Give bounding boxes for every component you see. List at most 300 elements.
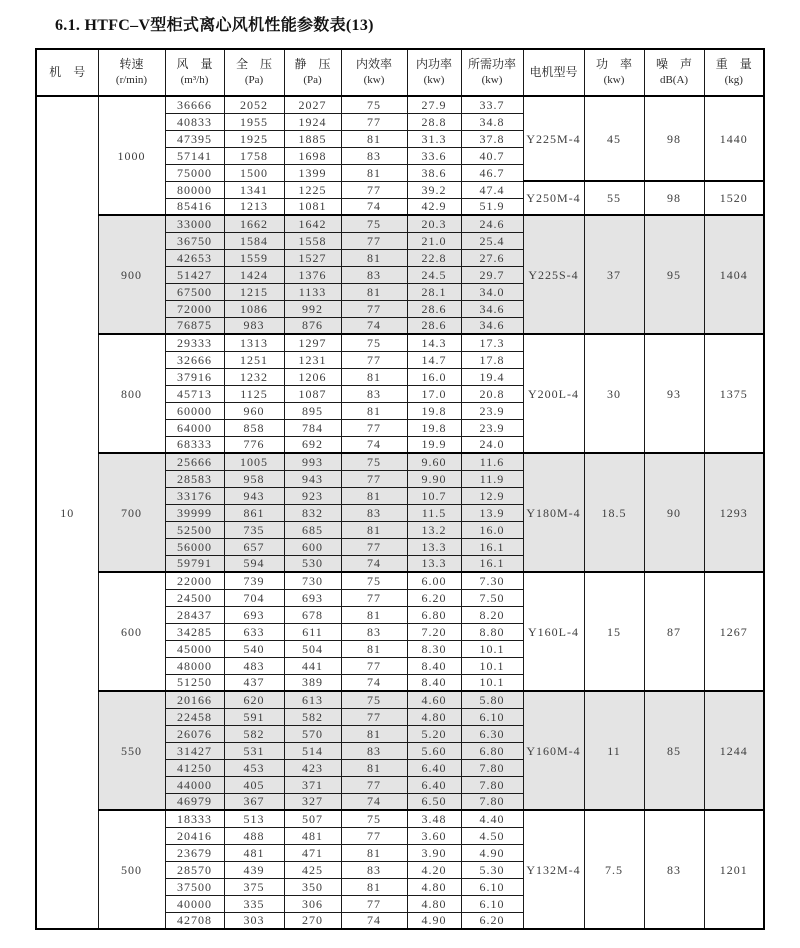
cell-airflow: 67500 [165, 283, 224, 300]
cell-static-pressure: 730 [284, 572, 341, 589]
cell-static-pressure: 1297 [284, 334, 341, 351]
col-header-label: 功 率 [595, 56, 632, 71]
cell-machine-no: 10 [36, 96, 98, 929]
cell-required-power: 11.9 [461, 470, 523, 487]
cell-static-pressure: 993 [284, 453, 341, 470]
cell-efficiency: 77 [341, 589, 407, 606]
col-header-label: 转速 [119, 56, 144, 71]
cell-total-pressure: 375 [224, 878, 284, 895]
col-header-motor-power [584, 49, 644, 96]
cell-efficiency: 77 [341, 895, 407, 912]
cell-required-power: 6.30 [461, 725, 523, 742]
cell-total-pressure: 943 [224, 487, 284, 504]
cell-airflow: 64000 [165, 419, 224, 436]
cell-efficiency: 75 [341, 572, 407, 589]
cell-airflow: 31427 [165, 742, 224, 759]
cell-efficiency: 83 [341, 504, 407, 521]
cell-efficiency: 77 [341, 232, 407, 249]
cell-motor-model: Y132M-4 [523, 810, 584, 929]
cell-internal-power: 39.2 [407, 181, 461, 198]
cell-required-power: 16.0 [461, 521, 523, 538]
cell-total-pressure: 1005 [224, 453, 284, 470]
cell-total-pressure: 739 [224, 572, 284, 589]
cell-total-pressure: 1500 [224, 164, 284, 181]
cell-airflow: 51250 [165, 674, 224, 691]
col-header-unit: (m³/h) [180, 74, 209, 87]
cell-static-pressure: 425 [284, 861, 341, 878]
cell-efficiency: 81 [341, 606, 407, 623]
col-header-unit: (kw) [603, 74, 625, 87]
cell-required-power: 6.10 [461, 878, 523, 895]
cell-required-power: 5.30 [461, 861, 523, 878]
col-header-label: 所需功率 [467, 56, 516, 71]
cell-efficiency: 77 [341, 538, 407, 555]
cell-motor-power: 55 [584, 181, 644, 215]
cell-internal-power: 4.80 [407, 708, 461, 725]
cell-airflow: 33000 [165, 215, 224, 232]
cell-airflow: 56000 [165, 538, 224, 555]
cell-weight: 1440 [704, 96, 764, 181]
col-header-internal-power [407, 49, 461, 96]
cell-efficiency: 74 [341, 436, 407, 453]
cell-total-pressure: 1758 [224, 147, 284, 164]
cell-total-pressure: 958 [224, 470, 284, 487]
col-header-unit: (r/min) [115, 74, 148, 87]
cell-total-pressure: 513 [224, 810, 284, 827]
cell-internal-power: 19.8 [407, 419, 461, 436]
cell-static-pressure: 1698 [284, 147, 341, 164]
cell-airflow: 26076 [165, 725, 224, 742]
cell-static-pressure: 350 [284, 878, 341, 895]
table-row [36, 572, 764, 589]
col-header-speed [98, 49, 165, 96]
cell-weight: 1404 [704, 215, 764, 334]
cell-required-power: 29.7 [461, 266, 523, 283]
cell-noise: 95 [644, 215, 704, 334]
cell-internal-power: 17.0 [407, 385, 461, 402]
cell-efficiency: 74 [341, 793, 407, 810]
col-header-label: 静 压 [294, 56, 331, 71]
cell-required-power: 19.4 [461, 368, 523, 385]
cell-internal-power: 6.40 [407, 776, 461, 793]
cell-airflow: 51427 [165, 266, 224, 283]
cell-required-power: 23.9 [461, 419, 523, 436]
cell-required-power: 7.80 [461, 776, 523, 793]
cell-airflow: 60000 [165, 402, 224, 419]
cell-efficiency: 77 [341, 181, 407, 198]
cell-static-pressure: 389 [284, 674, 341, 691]
cell-airflow: 23679 [165, 844, 224, 861]
cell-internal-power: 28.1 [407, 283, 461, 300]
table-row [36, 691, 764, 708]
cell-efficiency: 81 [341, 759, 407, 776]
cell-efficiency: 77 [341, 419, 407, 436]
col-header-unit: (kg) [724, 74, 743, 87]
cell-total-pressure: 1925 [224, 130, 284, 147]
cell-airflow: 46979 [165, 793, 224, 810]
cell-efficiency: 75 [341, 334, 407, 351]
cell-airflow: 24500 [165, 589, 224, 606]
cell-required-power: 4.50 [461, 827, 523, 844]
table-body [36, 96, 764, 929]
table-row [36, 810, 764, 827]
cell-total-pressure: 858 [224, 419, 284, 436]
cell-internal-power: 13.3 [407, 538, 461, 555]
cell-total-pressure: 1559 [224, 249, 284, 266]
col-header-unit: (kw) [481, 74, 503, 87]
cell-static-pressure: 895 [284, 402, 341, 419]
cell-efficiency: 77 [341, 113, 407, 130]
cell-static-pressure: 471 [284, 844, 341, 861]
cell-internal-power: 20.3 [407, 215, 461, 232]
cell-efficiency: 83 [341, 147, 407, 164]
cell-efficiency: 75 [341, 810, 407, 827]
cell-internal-power: 6.50 [407, 793, 461, 810]
cell-internal-power: 5.60 [407, 742, 461, 759]
cell-noise: 87 [644, 572, 704, 691]
cell-total-pressure: 735 [224, 521, 284, 538]
cell-internal-power: 24.5 [407, 266, 461, 283]
cell-required-power: 24.6 [461, 215, 523, 232]
cell-internal-power: 14.3 [407, 334, 461, 351]
cell-noise: 98 [644, 181, 704, 215]
cell-required-power: 46.7 [461, 164, 523, 181]
page-title: 6.1. HTFC–V型柜式离心风机性能参数表(13) [55, 17, 374, 34]
cell-motor-power: 15 [584, 572, 644, 691]
cell-motor-model: Y200L-4 [523, 334, 584, 453]
col-header-unit: (Pa) [244, 74, 264, 87]
cell-speed: 1000 [98, 96, 165, 215]
cell-total-pressure: 2052 [224, 96, 284, 113]
cell-static-pressure: 2027 [284, 96, 341, 113]
cell-required-power: 6.10 [461, 895, 523, 912]
cell-static-pressure: 600 [284, 538, 341, 555]
table-row [36, 215, 764, 232]
cell-internal-power: 27.9 [407, 96, 461, 113]
cell-total-pressure: 1213 [224, 198, 284, 215]
cell-efficiency: 77 [341, 351, 407, 368]
cell-total-pressure: 1584 [224, 232, 284, 249]
cell-internal-power: 6.80 [407, 606, 461, 623]
cell-internal-power: 10.7 [407, 487, 461, 504]
cell-total-pressure: 620 [224, 691, 284, 708]
col-header-airflow [165, 49, 224, 96]
cell-weight: 1293 [704, 453, 764, 572]
cell-efficiency: 81 [341, 402, 407, 419]
cell-total-pressure: 437 [224, 674, 284, 691]
cell-speed: 700 [98, 453, 165, 572]
cell-efficiency: 75 [341, 96, 407, 113]
cell-airflow: 20166 [165, 691, 224, 708]
col-header-machine-no [36, 49, 98, 96]
cell-noise: 83 [644, 810, 704, 929]
cell-internal-power: 9.60 [407, 453, 461, 470]
cell-static-pressure: 943 [284, 470, 341, 487]
cell-static-pressure: 876 [284, 317, 341, 334]
cell-airflow: 45000 [165, 640, 224, 657]
cell-required-power: 7.30 [461, 572, 523, 589]
cell-total-pressure: 582 [224, 725, 284, 742]
col-header-label: 机 号 [49, 64, 86, 79]
cell-required-power: 7.50 [461, 589, 523, 606]
cell-required-power: 5.80 [461, 691, 523, 708]
cell-required-power: 34.0 [461, 283, 523, 300]
cell-airflow: 37916 [165, 368, 224, 385]
cell-required-power: 11.6 [461, 453, 523, 470]
cell-airflow: 52500 [165, 521, 224, 538]
cell-airflow: 80000 [165, 181, 224, 198]
cell-speed: 800 [98, 334, 165, 453]
cell-airflow: 72000 [165, 300, 224, 317]
cell-static-pressure: 507 [284, 810, 341, 827]
cell-airflow: 32666 [165, 351, 224, 368]
cell-internal-power: 8.30 [407, 640, 461, 657]
cell-motor-power: 37 [584, 215, 644, 334]
cell-efficiency: 81 [341, 283, 407, 300]
cell-total-pressure: 488 [224, 827, 284, 844]
cell-efficiency: 74 [341, 674, 407, 691]
cell-airflow: 85416 [165, 198, 224, 215]
cell-required-power: 27.6 [461, 249, 523, 266]
cell-internal-power: 3.48 [407, 810, 461, 827]
table-header [36, 49, 764, 96]
cell-internal-power: 8.40 [407, 657, 461, 674]
cell-required-power: 20.8 [461, 385, 523, 402]
cell-internal-power: 13.3 [407, 555, 461, 572]
cell-internal-power: 4.60 [407, 691, 461, 708]
col-header-label: 内效率 [355, 56, 392, 71]
cell-airflow: 75000 [165, 164, 224, 181]
cell-internal-power: 38.6 [407, 164, 461, 181]
col-header-label: 噪 声 [655, 56, 692, 71]
cell-required-power: 51.9 [461, 198, 523, 215]
cell-total-pressure: 704 [224, 589, 284, 606]
cell-required-power: 6.20 [461, 912, 523, 929]
cell-internal-power: 31.3 [407, 130, 461, 147]
cell-required-power: 23.9 [461, 402, 523, 419]
col-header-motor-model [523, 49, 584, 96]
col-header-unit: dB(A) [659, 74, 689, 87]
cell-static-pressure: 582 [284, 708, 341, 725]
cell-total-pressure: 531 [224, 742, 284, 759]
cell-total-pressure: 303 [224, 912, 284, 929]
cell-internal-power: 3.90 [407, 844, 461, 861]
cell-static-pressure: 1231 [284, 351, 341, 368]
cell-internal-power: 21.0 [407, 232, 461, 249]
cell-airflow: 39999 [165, 504, 224, 521]
cell-required-power: 33.7 [461, 96, 523, 113]
cell-weight: 1201 [704, 810, 764, 929]
cell-static-pressure: 613 [284, 691, 341, 708]
cell-total-pressure: 439 [224, 861, 284, 878]
cell-total-pressure: 861 [224, 504, 284, 521]
cell-total-pressure: 633 [224, 623, 284, 640]
cell-total-pressure: 591 [224, 708, 284, 725]
cell-static-pressure: 570 [284, 725, 341, 742]
cell-internal-power: 11.5 [407, 504, 461, 521]
cell-airflow: 40000 [165, 895, 224, 912]
cell-total-pressure: 960 [224, 402, 284, 419]
cell-internal-power: 28.6 [407, 317, 461, 334]
cell-total-pressure: 1313 [224, 334, 284, 351]
col-header-noise [644, 49, 704, 96]
cell-efficiency: 83 [341, 385, 407, 402]
cell-airflow: 36750 [165, 232, 224, 249]
cell-motor-power: 45 [584, 96, 644, 181]
cell-efficiency: 81 [341, 521, 407, 538]
cell-efficiency: 77 [341, 776, 407, 793]
cell-total-pressure: 367 [224, 793, 284, 810]
cell-internal-power: 6.00 [407, 572, 461, 589]
cell-required-power: 37.8 [461, 130, 523, 147]
cell-motor-model: Y160L-4 [523, 572, 584, 691]
fan-performance-table [35, 48, 765, 930]
cell-required-power: 12.9 [461, 487, 523, 504]
cell-static-pressure: 1924 [284, 113, 341, 130]
cell-weight: 1244 [704, 691, 764, 810]
cell-efficiency: 77 [341, 470, 407, 487]
cell-total-pressure: 1955 [224, 113, 284, 130]
cell-airflow: 47395 [165, 130, 224, 147]
cell-efficiency: 74 [341, 317, 407, 334]
cell-static-pressure: 327 [284, 793, 341, 810]
cell-internal-power: 9.90 [407, 470, 461, 487]
cell-airflow: 22458 [165, 708, 224, 725]
cell-airflow: 20416 [165, 827, 224, 844]
cell-total-pressure: 983 [224, 317, 284, 334]
cell-speed: 550 [98, 691, 165, 810]
cell-total-pressure: 1086 [224, 300, 284, 317]
cell-static-pressure: 1399 [284, 164, 341, 181]
cell-noise: 85 [644, 691, 704, 810]
cell-airflow: 18333 [165, 810, 224, 827]
cell-efficiency: 81 [341, 844, 407, 861]
cell-required-power: 40.7 [461, 147, 523, 164]
cell-required-power: 10.1 [461, 674, 523, 691]
cell-required-power: 6.10 [461, 708, 523, 725]
cell-required-power: 16.1 [461, 555, 523, 572]
col-header-required-power [461, 49, 523, 96]
cell-required-power: 25.4 [461, 232, 523, 249]
cell-airflow: 28583 [165, 470, 224, 487]
cell-required-power: 47.4 [461, 181, 523, 198]
cell-total-pressure: 1232 [224, 368, 284, 385]
cell-efficiency: 77 [341, 708, 407, 725]
cell-efficiency: 75 [341, 691, 407, 708]
cell-internal-power: 16.0 [407, 368, 461, 385]
cell-internal-power: 7.20 [407, 623, 461, 640]
cell-noise: 98 [644, 96, 704, 181]
cell-required-power: 8.80 [461, 623, 523, 640]
cell-internal-power: 4.90 [407, 912, 461, 929]
cell-total-pressure: 483 [224, 657, 284, 674]
cell-airflow: 22000 [165, 572, 224, 589]
col-header-efficiency [341, 49, 407, 96]
cell-total-pressure: 1125 [224, 385, 284, 402]
col-header-label: 风 量 [176, 56, 213, 71]
cell-static-pressure: 992 [284, 300, 341, 317]
cell-static-pressure: 1206 [284, 368, 341, 385]
cell-static-pressure: 1527 [284, 249, 341, 266]
cell-efficiency: 83 [341, 742, 407, 759]
cell-internal-power: 28.8 [407, 113, 461, 130]
cell-internal-power: 6.20 [407, 589, 461, 606]
cell-motor-power: 30 [584, 334, 644, 453]
cell-total-pressure: 776 [224, 436, 284, 453]
cell-internal-power: 42.9 [407, 198, 461, 215]
cell-airflow: 29333 [165, 334, 224, 351]
cell-internal-power: 4.80 [407, 878, 461, 895]
cell-speed: 500 [98, 810, 165, 929]
cell-efficiency: 83 [341, 266, 407, 283]
cell-total-pressure: 481 [224, 844, 284, 861]
cell-efficiency: 81 [341, 164, 407, 181]
cell-noise: 90 [644, 453, 704, 572]
cell-static-pressure: 611 [284, 623, 341, 640]
cell-internal-power: 3.60 [407, 827, 461, 844]
col-header-label: 重 量 [715, 56, 752, 71]
cell-efficiency: 77 [341, 300, 407, 317]
cell-required-power: 16.1 [461, 538, 523, 555]
cell-efficiency: 75 [341, 215, 407, 232]
cell-airflow: 25666 [165, 453, 224, 470]
cell-total-pressure: 540 [224, 640, 284, 657]
cell-motor-model: Y225M-4 [523, 96, 584, 181]
col-header-unit: (kw) [423, 74, 445, 87]
cell-motor-power: 11 [584, 691, 644, 810]
cell-motor-power: 18.5 [584, 453, 644, 572]
cell-required-power: 13.9 [461, 504, 523, 521]
cell-efficiency: 81 [341, 878, 407, 895]
cell-airflow: 42653 [165, 249, 224, 266]
col-header-total-pressure [224, 49, 284, 96]
col-header-label: 全 压 [235, 56, 272, 71]
cell-static-pressure: 306 [284, 895, 341, 912]
cell-internal-power: 22.8 [407, 249, 461, 266]
cell-required-power: 17.8 [461, 351, 523, 368]
cell-total-pressure: 657 [224, 538, 284, 555]
cell-required-power: 34.6 [461, 300, 523, 317]
cell-airflow: 59791 [165, 555, 224, 572]
cell-airflow: 37500 [165, 878, 224, 895]
cell-internal-power: 28.6 [407, 300, 461, 317]
col-header-label: 内功率 [415, 56, 452, 71]
cell-internal-power: 19.8 [407, 402, 461, 419]
cell-motor-model: Y160M-4 [523, 691, 584, 810]
cell-static-pressure: 1885 [284, 130, 341, 147]
cell-efficiency: 77 [341, 657, 407, 674]
table-row [36, 96, 764, 113]
cell-static-pressure: 530 [284, 555, 341, 572]
cell-motor-model: Y180M-4 [523, 453, 584, 572]
cell-noise: 93 [644, 334, 704, 453]
cell-static-pressure: 1133 [284, 283, 341, 300]
cell-total-pressure: 594 [224, 555, 284, 572]
cell-speed: 600 [98, 572, 165, 691]
col-header-label: 电机型号 [529, 64, 578, 79]
cell-efficiency: 74 [341, 555, 407, 572]
cell-required-power: 34.8 [461, 113, 523, 130]
cell-efficiency: 81 [341, 130, 407, 147]
cell-airflow: 57141 [165, 147, 224, 164]
cell-static-pressure: 1376 [284, 266, 341, 283]
cell-static-pressure: 371 [284, 776, 341, 793]
cell-airflow: 68333 [165, 436, 224, 453]
cell-weight: 1375 [704, 334, 764, 453]
cell-internal-power: 6.40 [407, 759, 461, 776]
cell-static-pressure: 270 [284, 912, 341, 929]
cell-weight: 1520 [704, 181, 764, 215]
